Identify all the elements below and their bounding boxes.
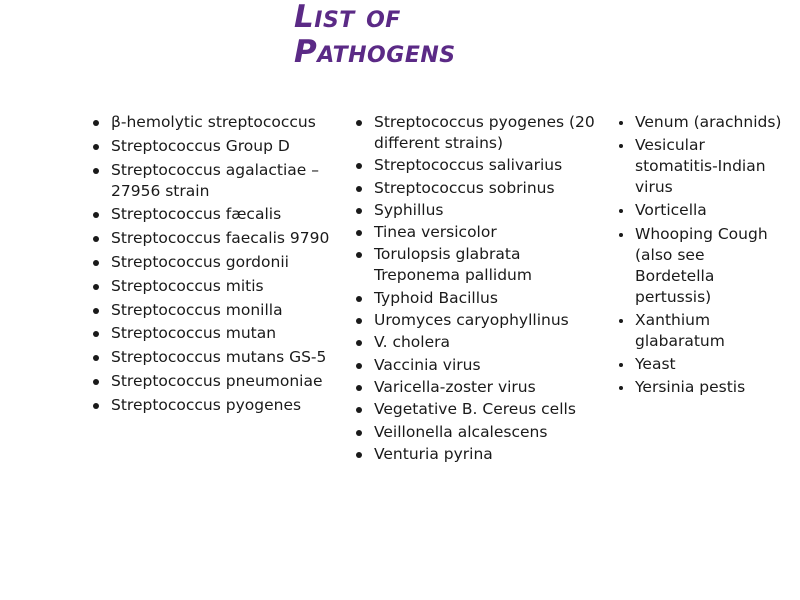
list-item	[356, 355, 596, 376]
bullet-icon	[93, 168, 99, 174]
list-item-label: Streptococcus pneumoniae	[111, 371, 323, 390]
list-item-label: Tinea versicolor	[374, 223, 497, 242]
bullet-icon	[619, 209, 623, 213]
list-item-label: Whooping Cough (also see Bordetella pertussis)	[635, 224, 768, 306]
list-item-label: Vaccinia virus	[374, 355, 481, 374]
list-item	[93, 252, 333, 273]
list-item-label: Vesicular stomatitis-Indian virus	[635, 136, 766, 197]
list-item	[93, 300, 333, 321]
list-item	[356, 155, 596, 176]
list-item	[356, 422, 596, 443]
page-title-line-2: Pathogens	[294, 34, 456, 70]
list-item-label: Varicella-zoster virus	[374, 377, 536, 396]
bullet-icon	[356, 407, 362, 413]
list-item-label: V. cholera	[374, 333, 451, 352]
list-item-label: Streptococcus agalactiae – 27956 strain	[111, 160, 320, 200]
list-item	[356, 377, 596, 398]
page-title-line-1: List of	[294, 0, 401, 35]
list-item	[356, 178, 596, 199]
bullet-icon	[356, 252, 362, 258]
bullet-icon	[356, 430, 362, 436]
bullet-icon	[356, 340, 362, 346]
pathogen-list-column-1	[93, 112, 333, 419]
bullet-icon	[93, 355, 99, 361]
list-item-label: Yersinia pestis	[635, 378, 746, 397]
list-item-label: Streptococcus mitis	[111, 276, 264, 295]
bullet-icon	[93, 403, 99, 409]
list-item-label: Yeast	[635, 354, 676, 373]
list-item	[356, 244, 596, 286]
list-item	[617, 310, 787, 352]
list-item	[617, 224, 787, 308]
bullet-icon	[93, 260, 99, 266]
list-item-label: Venum (arachnids)	[635, 113, 782, 131]
list-item	[617, 354, 787, 375]
list-item-label: Streptococcus sobrinus	[374, 178, 555, 197]
list-item-label: Streptococcus Group D	[111, 136, 290, 155]
list-item-label: Streptococcus faecalis 9790	[111, 229, 330, 248]
list-item	[356, 112, 596, 154]
bullet-icon	[93, 236, 99, 242]
list-item-label: Veillonella alcalescens	[374, 422, 548, 441]
bullet-icon	[619, 144, 623, 148]
list-item	[93, 395, 333, 416]
bullet-icon	[619, 386, 623, 390]
list-item-label: Torulopsis glabrata Treponema pallidum	[374, 245, 532, 285]
list-item	[356, 332, 596, 353]
list-item	[617, 200, 787, 221]
list-item-label: Xanthium glabaratum	[635, 310, 725, 350]
list-item	[93, 136, 333, 157]
list-item	[93, 371, 333, 392]
list-item-label: Streptococcus mutan	[111, 324, 277, 343]
bullet-icon	[93, 212, 99, 218]
bullet-icon	[93, 120, 99, 126]
bullet-icon	[93, 379, 99, 385]
list-item-label: Vorticella	[635, 201, 707, 220]
bullet-icon	[356, 318, 362, 324]
list-item	[93, 228, 333, 249]
list-item-label: Uromyces caryophyllinus	[374, 311, 569, 330]
page-title	[294, 0, 554, 70]
list-item	[356, 399, 596, 420]
pathogen-list-column-2	[356, 112, 596, 466]
list-item	[93, 347, 333, 368]
list-item	[617, 377, 787, 398]
list-item	[356, 444, 596, 465]
bullet-icon	[619, 319, 623, 323]
list-item	[617, 112, 787, 133]
list-item-label: Streptococcus monilla	[111, 300, 283, 319]
list-item-label: Streptococcus pyogenes	[111, 395, 302, 414]
bullet-icon	[356, 120, 362, 126]
list-item	[93, 323, 333, 344]
list-item-label: Vegetative B. Cereus cells	[374, 400, 576, 419]
list-item	[356, 310, 596, 331]
bullet-icon	[356, 186, 362, 192]
bullet-icon	[356, 163, 362, 169]
list-item-label: β-hemolytic streptococcus	[111, 113, 316, 131]
bullet-icon	[356, 452, 362, 458]
bullet-icon	[356, 363, 362, 369]
list-item	[356, 222, 596, 243]
list-item	[356, 288, 596, 309]
list-item	[617, 135, 787, 198]
list-item-label: Streptococcus gordonii	[111, 252, 289, 271]
list-item-label: Streptococcus fæcalis	[111, 205, 282, 224]
bullet-icon	[356, 208, 362, 214]
bullet-icon	[619, 363, 623, 367]
pathogen-list-column-3	[617, 112, 787, 400]
list-item	[93, 204, 333, 225]
list-item-label: Syphillus	[374, 200, 444, 219]
list-item-label: Venturia pyrina	[374, 444, 493, 463]
list-item	[93, 276, 333, 297]
bullet-icon	[619, 233, 623, 237]
list-item-label: Streptococcus salivarius	[374, 156, 563, 175]
list-item	[356, 200, 596, 221]
bullet-icon	[356, 296, 362, 302]
bullet-icon	[93, 331, 99, 337]
list-item-label: Streptococcus pyogenes (20 different strains)	[374, 113, 595, 152]
bullet-icon	[93, 308, 99, 314]
bullet-icon	[93, 284, 99, 290]
bullet-icon	[356, 385, 362, 391]
bullet-icon	[619, 121, 623, 125]
list-item	[93, 160, 333, 202]
bullet-icon	[93, 144, 99, 150]
list-item-label: Streptococcus mutans GS-5	[111, 348, 327, 367]
list-item	[93, 112, 333, 133]
list-item-label: Typhoid Bacillus	[374, 288, 498, 307]
bullet-icon	[356, 230, 362, 236]
